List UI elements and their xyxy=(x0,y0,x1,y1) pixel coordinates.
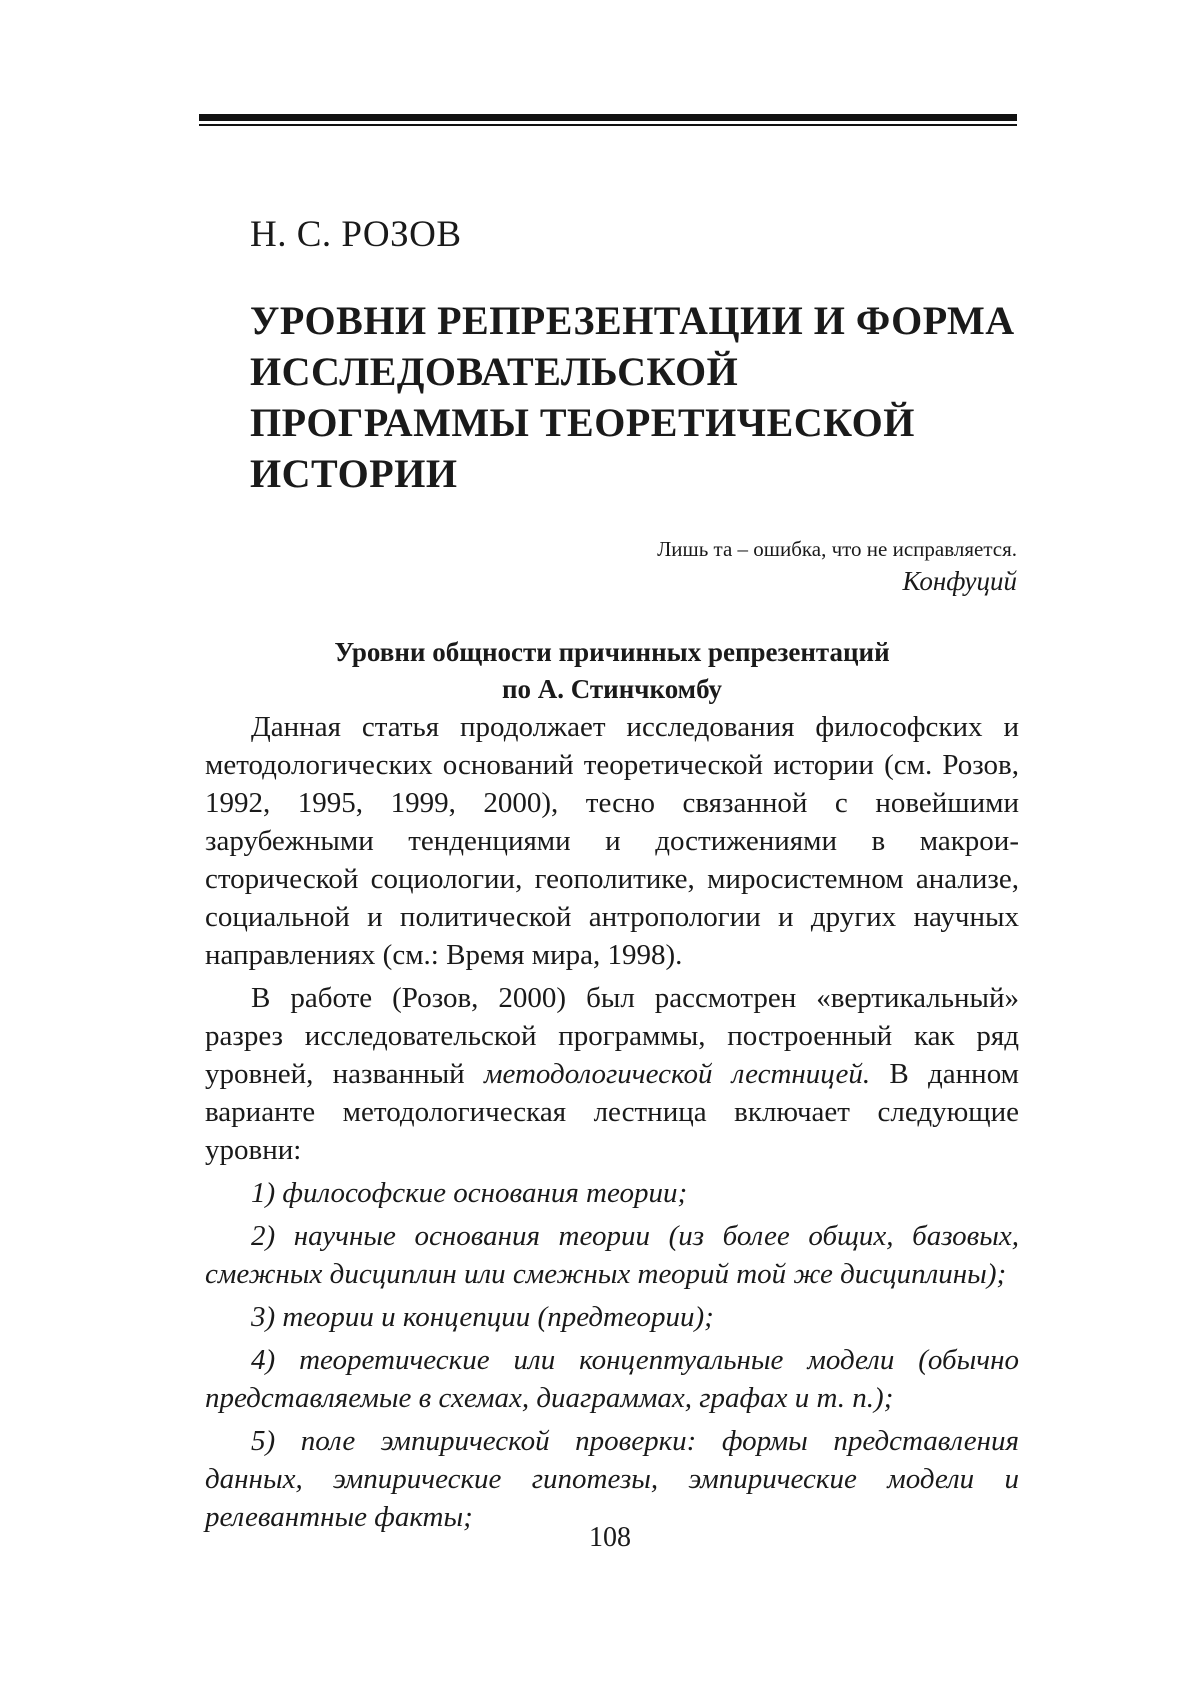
article-title xyxy=(250,295,1030,499)
paragraph xyxy=(205,979,1019,1169)
epigraph-author: Конфуций xyxy=(902,566,1017,596)
list-item: 5) поле эмпирической проверки: формы представления данных, эмпирические гипотезы, эмпирические модели и релевантные факты; xyxy=(205,1425,1019,1533)
title-line: ПРОГРАММЫ ТЕОРЕТИЧЕСКОЙ xyxy=(250,400,915,445)
section-heading-line: Уровни общности причинных репрезентаций xyxy=(334,637,890,667)
article-author: Н. С. РОЗОВ xyxy=(250,214,462,255)
header-double-rule xyxy=(199,114,1017,126)
title-line: УРОВНИ РЕПРЕЗЕНТАЦИИ И ФОРМА xyxy=(250,298,1015,343)
section-heading-line: по А. Стинчкомбу xyxy=(501,674,723,704)
paragraph: Данная статья продолжает исследования философских и методологических оснований теоретической истории (см. Розов, 1992, 1995, 1999, 2000), тесно связанной с новейшими зарубежными тенденциями и достижениями в макроисторической социологии, геополитике, миросистемном анализе, социальной и политической антропологии и других научных направлениях (см.: Время мира, 1998). xyxy=(205,711,1019,971)
title-line: ИССЛЕДОВАТЕЛЬСКОЙ xyxy=(250,349,739,394)
section-heading xyxy=(205,634,1019,708)
title-line: ИСТОРИИ xyxy=(250,451,458,496)
paragraph-text: В данном варианте методологическая лестница включает следующие уровни: xyxy=(205,1058,1019,1166)
list-item: 2) научные основания теории (из более общих, базовых, смежных дисциплин или смежных теорий той же дисциплины); xyxy=(205,1220,1019,1290)
list-item: 1) философские основания теории; xyxy=(251,1177,688,1209)
list-item: 3) теории и концепции (предтеории); xyxy=(251,1301,714,1333)
emphasized-term: методологической лестницей. xyxy=(483,1058,871,1090)
epigraph xyxy=(657,534,1017,598)
list-item: 4) теоретические или концептуальные модели (обычно представляемые в схемах, диаграммах, графах и т. п.); xyxy=(205,1344,1019,1414)
page-number: 108 xyxy=(589,1522,631,1553)
article-body xyxy=(205,708,1019,1541)
epigraph-quote: Лишь та – ошибка, что не исправляется. xyxy=(657,537,1017,561)
paragraph-text: В работе (Розов, 2000) был рассмотрен «вертикальный» разрез исследовательской программы, построенный как ряд уровней, названный xyxy=(205,982,1019,1090)
